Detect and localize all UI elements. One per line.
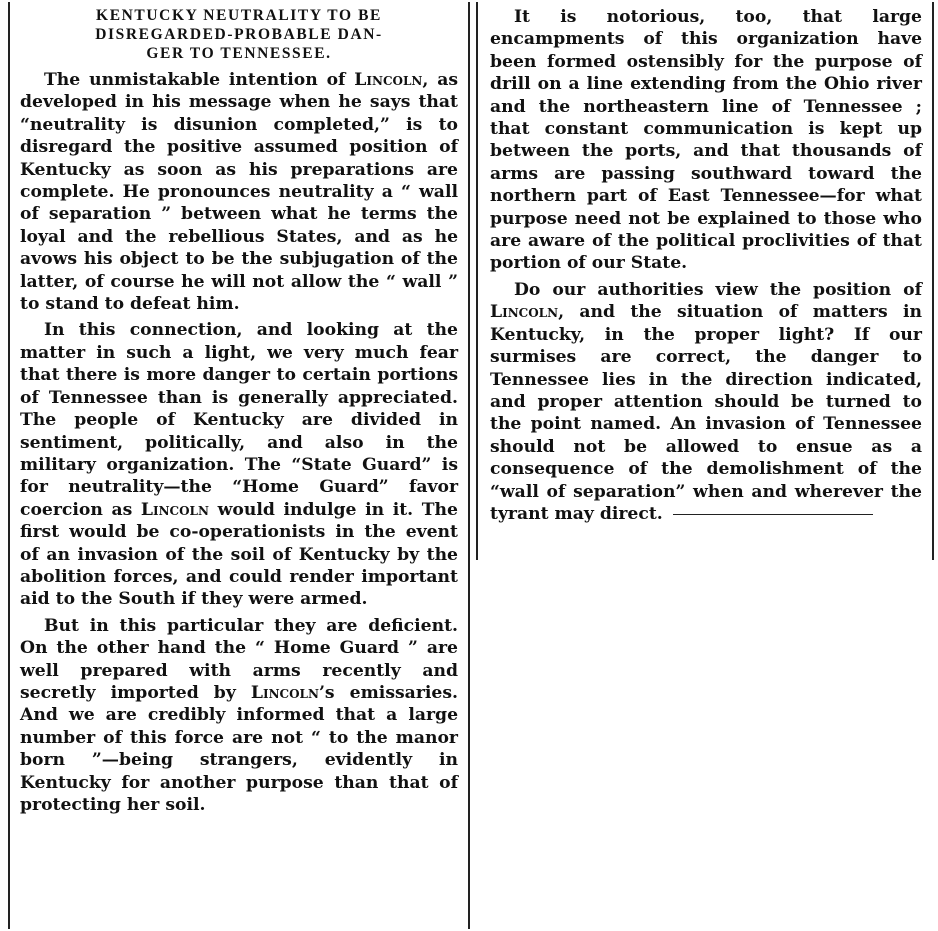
name-lincoln: Lincoln <box>354 70 423 90</box>
paragraph-2: In this connection, and looking at the matter in such a light, we very much fear that there is more danger to certain portions of Tennessee than is generally appreciated. The people of Kentucky are divided in sentiment, politically, and also in the military organization. The “State Guard” is for neutrality—the “Home Guard” favor coercion as Lincoln would indulge in it. The first would be co-operationists in the event of an invasion of the soil of Kentucky by the abolition forces, and could render important aid to the South if they were armed. <box>20 320 458 610</box>
left-column-border <box>8 2 10 929</box>
headline-line-3: GER TO TENNESSEE. <box>146 45 332 62</box>
paragraph-1: The unmistakable intention of Lincoln, as developed in his message when he says that “neutrality is disunion completed,” is to disregard the positive assumed position of Kentucky as soon as his preparations are complete. He pronounces neutrality a “ wall of separation ” between what he terms the loyal and the rebellious States, and as he avows his object to be the subjugation of the latter, of course he will not allow the “ wall ” to stand to defeat him. <box>20 70 459 315</box>
left-column <box>20 6 458 816</box>
name-lincoln: Lincoln <box>490 302 559 323</box>
right-column <box>490 6 922 525</box>
paragraph-4: It is notorious, too, that large encampments of this organization have been formed ostensibly for the purpose of drill on a line extending from the Ohio river and the northeastern line of Tennessee ; that constant communication is kept up between the ports, and that thousands of arms are passing southward toward the northern part of East Tennessee—for what purpose need not be explained to those who are aware of the political proclivities of that portion of our State. <box>490 7 922 274</box>
right-column-border-short <box>476 2 478 560</box>
right-edge-border <box>932 2 934 560</box>
paragraph-3: But in this particular they are deficient. On the other hand the “ Home Guard ” are well prepared with arms recently and secretly imported by Lincoln’s emissaries. And we are credibly informed that a large number of this force are not “ to the manor born ”—being strangers, evidently in Kentucky for another purpose than that of protecting her soil. <box>20 615 458 815</box>
headline-line-2: DISREGARDED-PROBABLE DAN- <box>95 26 383 43</box>
name-lincoln: Lincoln <box>250 682 319 703</box>
article-end-rule <box>673 514 873 515</box>
name-lincoln: Lincoln <box>140 499 209 520</box>
article-headline <box>20 6 458 63</box>
column-divider <box>468 2 470 929</box>
headline-line-1: KENTUCKY NEUTRALITY TO BE <box>96 7 382 24</box>
paragraph-5: Do our authorities view the position of Lincoln, and the situation of matters in Kentucky, in the proper light? If our surmises are correct, the danger to Tennessee lies in the direction indicated, and proper attention should be turned to the point named. An invasion of Tennessee should not be allowed to ensue as a consequence of the demolishment of the “wall of separation” when and wherever the tyrant may direct. <box>490 279 922 524</box>
